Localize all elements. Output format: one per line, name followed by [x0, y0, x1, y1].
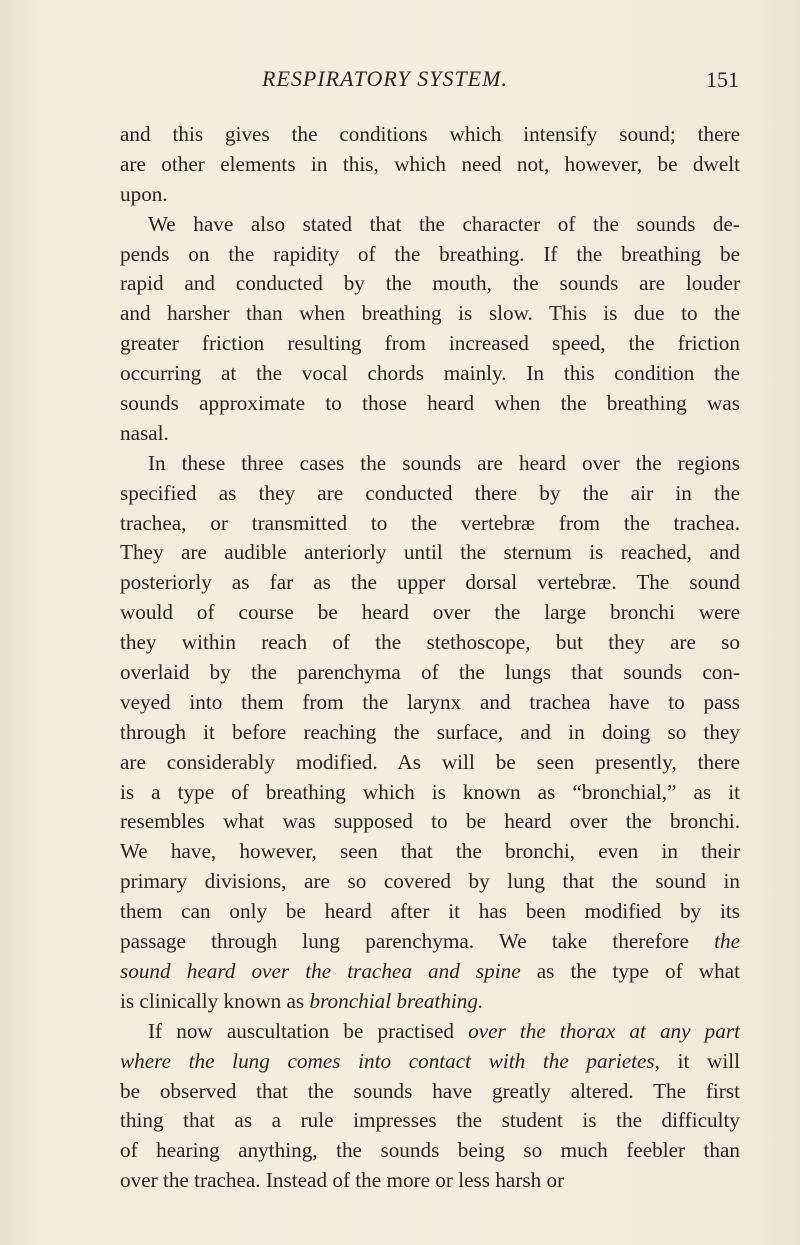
- text-span: be observed that the sounds have greatly altered. The first: [120, 1078, 740, 1103]
- text-line: [120, 120, 740, 150]
- text-span: thing that as a rule impresses the student is the difficulty: [120, 1108, 740, 1133]
- text-line: [120, 778, 740, 808]
- text-line: [120, 180, 740, 210]
- text-line: [120, 688, 740, 718]
- running-head: RESPIRATORY SYSTEM.: [262, 66, 508, 91]
- text-span: We have, however, seen that the bronchi, even in their: [120, 839, 740, 864]
- text-span: occurring at the vocal chords mainly. In this condition the: [120, 361, 740, 386]
- paragraph: [120, 449, 740, 1017]
- italic-text: where the lung comes into contact with the parietes,: [120, 1048, 660, 1073]
- text-span: through it before reaching the surface, and in doing so they: [120, 719, 740, 744]
- text-span: would of course be heard over the large bronchi were: [120, 600, 740, 625]
- text-line: [120, 269, 740, 299]
- text-line: [120, 479, 740, 509]
- text-span: they within reach of the stethoscope, but they are so: [120, 630, 740, 655]
- text-line: [120, 987, 740, 1017]
- text-line: [120, 329, 740, 359]
- text-span: pends on the rapidity of the breathing. If the breathing be: [120, 241, 740, 266]
- text-span: them can only be heard after it has been modified by its: [120, 899, 740, 924]
- text-line: [120, 598, 740, 628]
- text-line: [120, 658, 740, 688]
- text-span: are considerably modified. As will be seen presently, there: [120, 749, 740, 774]
- text-line: [120, 1017, 740, 1047]
- text-span: specified as they are conducted there by the air in the: [120, 480, 740, 505]
- text-line: [120, 389, 740, 419]
- text-span: of hearing anything, the sounds being so much feebler than: [120, 1138, 740, 1163]
- text-line: [120, 1136, 740, 1166]
- text-span: sounds approximate to those heard when the breathing was: [120, 391, 740, 416]
- text-line: [120, 867, 740, 897]
- page-number: 151: [706, 67, 739, 92]
- text-span: as the type of what: [520, 958, 740, 983]
- text-line: [120, 359, 740, 389]
- text-line: [120, 568, 740, 598]
- text-line: [120, 957, 740, 987]
- text-line: [120, 538, 740, 568]
- body-text: [120, 120, 740, 1196]
- italic-text: the: [714, 929, 740, 954]
- page-header: [0, 66, 800, 96]
- text-span: over the trachea. Instead of the more or less harsh or: [120, 1168, 565, 1193]
- text-line: [120, 718, 740, 748]
- text-span: upon.: [120, 181, 168, 206]
- text-span: primary divisions, are so covered by lung that the sound in: [120, 869, 740, 894]
- paragraph: [120, 1017, 740, 1196]
- text-line: [120, 807, 740, 837]
- text-line: [120, 419, 740, 449]
- text-line: [120, 150, 740, 180]
- text-line: [120, 240, 740, 270]
- text-line: [120, 449, 740, 479]
- text-line: [120, 1166, 740, 1196]
- text-span: veyed into them from the larynx and trachea have to pass: [120, 689, 740, 714]
- text-span: If now auscultation be practised: [148, 1018, 469, 1043]
- text-span: greater friction resulting from increased speed, the friction: [120, 331, 740, 356]
- text-span: are other elements in this, which need not, however, be dwelt: [120, 151, 740, 176]
- text-span: and harsher than when breathing is slow. This is due to the: [120, 301, 740, 326]
- text-span: We have also stated that the character of the sounds de-: [148, 211, 740, 236]
- text-span: overlaid by the parenchyma of the lungs that sounds con-: [120, 660, 740, 685]
- italic-text: bronchial breathing.: [309, 988, 484, 1013]
- text-line: [120, 210, 740, 240]
- text-span: rapid and conducted by the mouth, the sounds are louder: [120, 271, 740, 296]
- text-span: trachea, or transmitted to the vertebræ from the trachea.: [120, 510, 740, 535]
- text-line: [120, 1077, 740, 1107]
- text-span: is clinically known as: [120, 988, 310, 1013]
- text-line: [120, 1106, 740, 1136]
- text-span: resembles what was supposed to be heard over the bronchi.: [120, 809, 740, 834]
- text-span: passage through lung parenchyma. We take therefore: [120, 929, 715, 954]
- paragraph: [120, 210, 740, 449]
- text-span: They are audible anteriorly until the sternum is reached, and: [120, 540, 740, 565]
- text-line: [120, 299, 740, 329]
- text-span: and this gives the conditions which intensify sound; there: [120, 122, 740, 146]
- text-span: it will: [659, 1048, 740, 1073]
- text-line: [120, 1047, 740, 1077]
- paragraph: [120, 120, 740, 210]
- italic-text: sound heard over the trachea and spine: [120, 958, 521, 983]
- text-line: [120, 509, 740, 539]
- text-line: [120, 628, 740, 658]
- text-span: nasal.: [120, 420, 169, 445]
- text-line: [120, 897, 740, 927]
- text-span: In these three cases the sounds are heard over the regions: [148, 450, 740, 475]
- text-span: is a type of breathing which is known as “bronchial,” as it: [120, 779, 740, 804]
- text-span: posteriorly as far as the upper dorsal vertebræ. The sound: [120, 570, 740, 595]
- text-line: [120, 927, 740, 957]
- text-line: [120, 748, 740, 778]
- text-line: [120, 837, 740, 867]
- italic-text: over the thorax at any part: [468, 1018, 740, 1043]
